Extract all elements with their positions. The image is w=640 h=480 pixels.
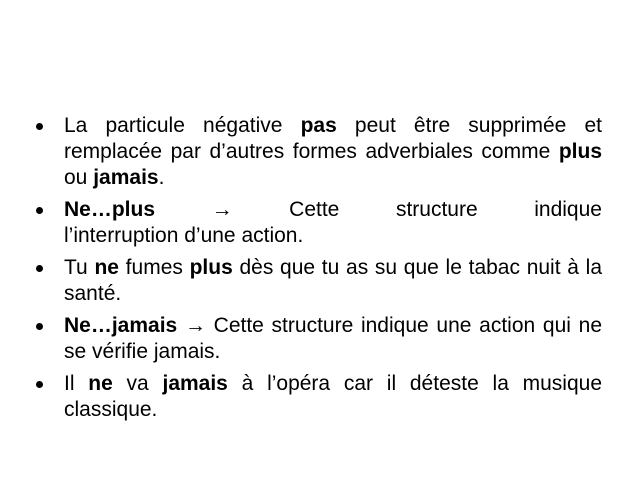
text: → Cette structure indique une action qui ne se vérifie jamais.	[64, 314, 602, 363]
bold-word: ne	[94, 256, 119, 279]
text: structure	[395, 198, 478, 221]
text: l’interruption d’une action.	[64, 224, 304, 247]
text: .	[158, 166, 165, 189]
text: Tu	[64, 256, 95, 279]
text: fumes	[118, 256, 190, 279]
bullet-line	[64, 223, 602, 249]
bold-word: plus	[558, 140, 602, 163]
text: Cette	[289, 198, 340, 221]
bullet-line	[64, 197, 602, 223]
text: ou	[64, 166, 94, 189]
bold-word: Ne…plus	[64, 198, 156, 221]
text: à l’opéra car il déteste la musique classique.	[64, 372, 602, 421]
bullet-dot-icon	[36, 123, 43, 130]
text: va	[112, 372, 163, 395]
bullet-item-4	[36, 313, 602, 365]
text: dès que tu as su que le tabac nuit à la santé.	[64, 256, 603, 305]
bold-word: pas	[300, 114, 337, 137]
bullet-dot-icon	[36, 381, 43, 388]
bold-word: jamais	[93, 166, 159, 189]
bullet-list	[36, 113, 602, 429]
arrow-icon: →	[211, 198, 233, 221]
bold-word: ne	[88, 372, 113, 395]
bullet-dot-icon	[36, 265, 43, 272]
bullet-item-3	[36, 255, 602, 307]
bullet-item-5	[36, 371, 602, 423]
bold-word: Ne…jamais	[64, 314, 178, 337]
bullet-item-2	[36, 197, 602, 249]
bold-word: jamais	[162, 372, 228, 395]
text: peut être supprimée et remplacée par d’autres formes adverbiales comme	[64, 114, 602, 163]
bullet-dot-icon	[36, 207, 43, 214]
bullet-item-1	[36, 113, 602, 191]
text: Il	[64, 372, 89, 395]
bullet-dot-icon	[36, 323, 43, 330]
text: La particule négative	[64, 114, 301, 137]
text: indique	[534, 198, 602, 221]
bold-word: plus	[189, 256, 233, 279]
